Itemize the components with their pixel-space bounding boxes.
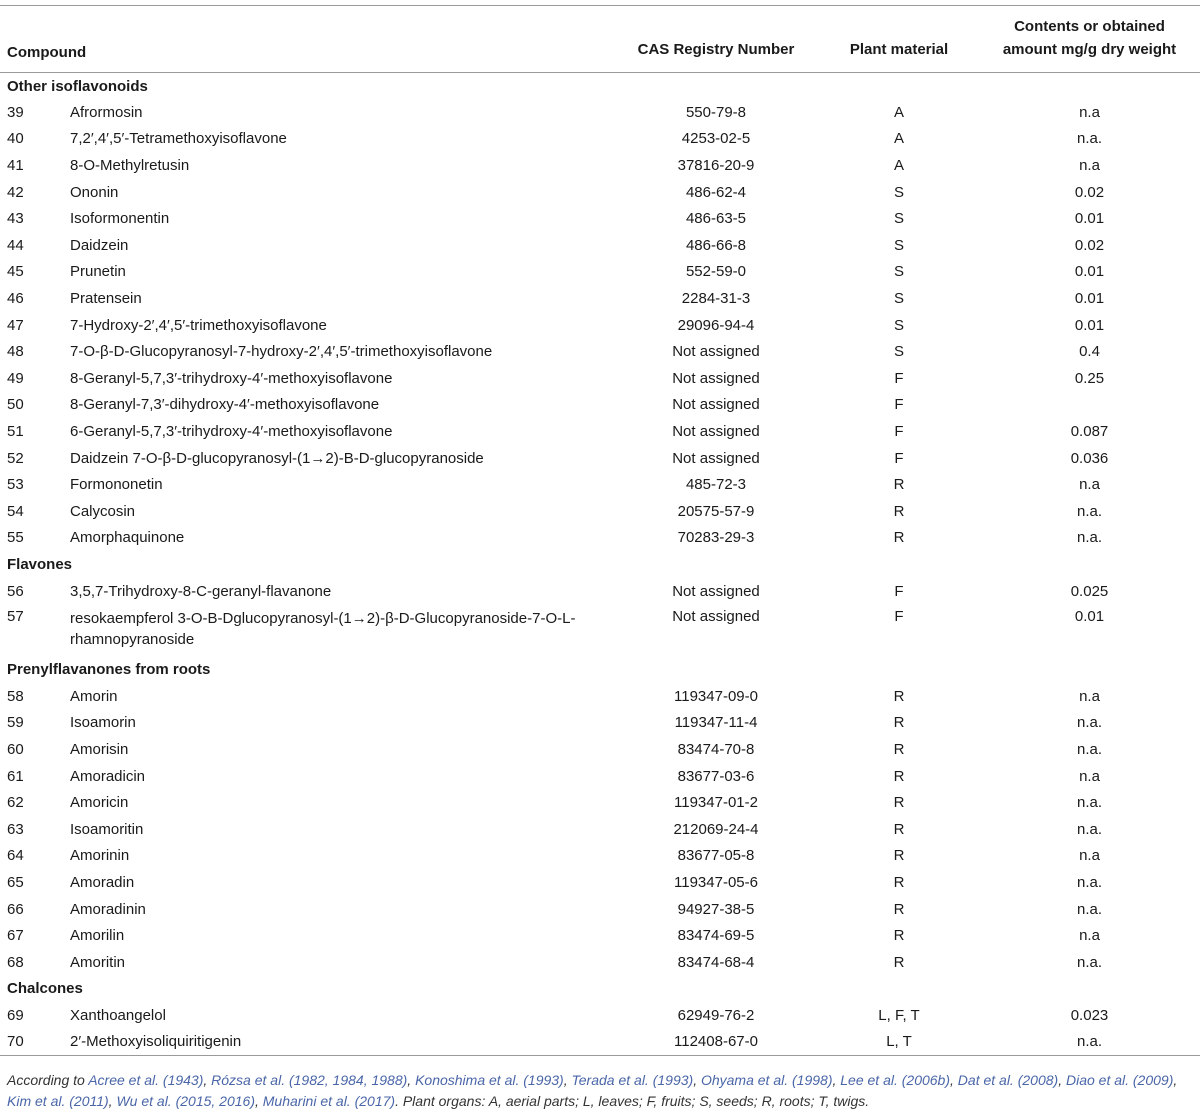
amount-value: n.a. (1076, 502, 1103, 520)
amount-value: n.a. (1076, 740, 1103, 758)
compound-name: 7-O-β-D-Glucopyranosyl-7-hydroxy-2′,4′,5′-trimethoxyisoflavone (70, 343, 493, 361)
row-number: 64 (7, 847, 24, 865)
cas-number: 20575-57-9 (677, 502, 755, 520)
cas-number: Not assigned (672, 396, 760, 414)
plant-material: S (893, 183, 904, 201)
compound-name: Xanthoangelol (70, 1006, 166, 1024)
plant-material: R (893, 847, 905, 865)
amount-value: n.a. (979, 1029, 1200, 1056)
cas-number: Not assigned (672, 582, 760, 600)
header-compound: Compound (0, 6, 613, 73)
plant-material: R (893, 873, 905, 891)
compound-name: 8-Geranyl-5,7,3′-trihydroxy-4′-methoxyisoflavone (70, 369, 393, 387)
cas-number: 119347-01-2 (674, 794, 758, 812)
footnote-lead: According to (7, 1072, 89, 1088)
plant-material: S (893, 290, 904, 308)
row-number: 48 (7, 343, 24, 361)
plant-material: R (893, 927, 905, 945)
cas-number: 485-72-3 (685, 476, 747, 494)
compound-name: Ononin (70, 183, 119, 201)
table-row (0, 869, 1200, 896)
cas-number: 212069-24-4 (673, 820, 759, 838)
compound-name: 7-Hydroxy-2′,4′,5′-trimethoxyisoflavone (70, 316, 327, 334)
row-number: 49 (7, 369, 24, 387)
header-amount-line1: Contents or obtained (1014, 18, 1165, 35)
amount-value: 0.01 (1074, 316, 1105, 334)
row-number: 70 (0, 1029, 62, 1056)
amount-value: 0.01 (1074, 290, 1105, 308)
amount-value: n.a (1079, 687, 1100, 705)
table-row (0, 126, 1200, 153)
cas-number: 83474-69-5 (677, 927, 755, 945)
compound-name: Formononetin (70, 476, 163, 494)
row-number: 52 (7, 449, 24, 467)
row-number: 54 (7, 502, 24, 520)
table-row (0, 99, 1200, 126)
cas-number: 486-63-5 (685, 210, 747, 228)
compound-name: Daidzein 7-O-β-D-glucopyranosyl-(1→2)-B-D-glucopyranoside (70, 449, 484, 467)
compound-name: 3,5,7-Trihydroxy-8-C-geranyl-flavanone (70, 582, 332, 600)
amount-value: n.a. (1076, 529, 1103, 547)
header-amount (979, 6, 1200, 73)
cas-number: 119347-05-6 (674, 873, 758, 891)
cas-number: 83677-05-8 (677, 847, 755, 865)
plant-material: A (893, 157, 904, 175)
plant-material: S (893, 343, 904, 361)
header-amount-line2: amount mg/g dry weight (1002, 41, 1177, 58)
row-number: 51 (7, 423, 24, 441)
table-row (0, 736, 1200, 763)
row-number: 47 (7, 316, 24, 334)
plant-material: R (893, 740, 905, 758)
amount-value: n.a. (1076, 794, 1103, 812)
row-number: 63 (7, 820, 24, 838)
plant-material: S (893, 236, 904, 254)
table-row (0, 816, 1200, 843)
plant-material: R (893, 900, 905, 918)
amount-value: 0.25 (1074, 369, 1105, 387)
table-row (0, 683, 1200, 710)
compound-name: Amorilin (70, 927, 125, 945)
compound-name: Pratensein (70, 290, 142, 308)
footnote-reference-link[interactable]: Kim et al. (2011) (7, 1093, 109, 1109)
table-row (0, 418, 1200, 445)
section-title: Flavones (7, 555, 73, 573)
row-number: 43 (7, 210, 24, 228)
plant-material: R (893, 794, 905, 812)
row-number: 39 (7, 103, 24, 121)
section-title: Other isoflavonoids (7, 77, 148, 95)
amount-value: n.a (1079, 103, 1100, 121)
plant-material: R (893, 529, 905, 547)
cas-number: 83474-70-8 (677, 740, 755, 758)
cas-number: 486-62-4 (685, 183, 747, 201)
compound-name: 6-Geranyl-5,7,3′-trihydroxy-4′-methoxyisoflavone (70, 423, 393, 441)
plant-material: R (893, 953, 905, 971)
amount-value: 0.02 (1074, 236, 1105, 254)
cas-number: 486-66-8 (685, 236, 747, 254)
compound-name: Amorphaquinone (70, 529, 185, 547)
row-number: 62 (7, 794, 24, 812)
plant-material: F (894, 449, 904, 467)
table-row (0, 604, 1200, 656)
compound-name: 8-O-Methylretusin (70, 157, 190, 175)
plant-material: R (893, 820, 905, 838)
plant-material: R (893, 502, 905, 520)
row-number: 41 (7, 157, 24, 175)
footnote-tail: . Plant organs: A, aerial parts; L, leaves; F, fruits; S, seeds; R, roots; T, twigs. (395, 1093, 870, 1109)
compound-name: Daidzein (70, 236, 129, 254)
cas-number: Not assigned (672, 449, 760, 467)
plant-material: S (893, 316, 904, 334)
amount-value: 0.01 (1074, 263, 1105, 281)
table-row (0, 205, 1200, 232)
table-row (0, 578, 1200, 605)
section-title: Prenylflavanones from roots (7, 661, 211, 679)
table-header (0, 6, 1200, 73)
amount-value: n.a. (1076, 953, 1103, 971)
compound-name: 8-Geranyl-7,3′-dihydroxy-4′-methoxyisoflavone (70, 396, 380, 414)
cas-number: Not assigned (672, 369, 760, 387)
cas-number: 550-79-8 (685, 103, 747, 121)
cas-number: 119347-11-4 (674, 714, 758, 732)
footnote-reference-link[interactable]: Konoshima et al. (1993) (415, 1072, 564, 1088)
cas-number: 552-59-0 (685, 263, 747, 281)
cas-number: 83677-03-6 (677, 767, 755, 785)
amount-value: n.a (1079, 927, 1100, 945)
row-number: 56 (7, 582, 24, 600)
table-row (0, 259, 1200, 286)
footnote-reference-link[interactable]: Wu et al. (2015, 2016) (116, 1093, 255, 1109)
row-number: 44 (7, 236, 24, 254)
row-number: 42 (7, 183, 24, 201)
amount-value: n.a. (1076, 130, 1103, 148)
table-row (0, 179, 1200, 206)
table-row (0, 365, 1200, 392)
compound-name: Afrormosin (70, 103, 143, 121)
amount-value: 0.01 (1074, 210, 1105, 228)
footnote-reference-link[interactable]: Lee et al. (2006b) (840, 1072, 951, 1088)
plant-material: F (894, 396, 904, 414)
row-number: 45 (7, 263, 24, 281)
row-number: 57 (7, 608, 24, 626)
cas-number: 112408-67-0 (613, 1029, 819, 1056)
amount-value (979, 392, 1200, 419)
table-row (0, 1002, 1200, 1029)
plant-material: R (893, 767, 905, 785)
row-number: 66 (7, 900, 24, 918)
footnote-reference-link[interactable]: Terada et al. (1993) (571, 1072, 694, 1088)
table-row (0, 843, 1200, 870)
compound-name: Calycosin (70, 502, 136, 520)
compound-name: 7,2′,4′,5′-Tetramethoxyisoflavone (70, 130, 287, 148)
table-row (0, 525, 1200, 552)
footnote-reference-link[interactable]: Rózsa et al. (1982, 1984, 1988) (211, 1072, 408, 1088)
compound-name: resokaempferol 3-O-B-Dglucopyranosyl-(1→2)-β-D-Glucopyranoside-7-O-L-rhamnopyranoside (70, 610, 576, 649)
cas-number: Not assigned (672, 608, 760, 626)
row-number: 59 (7, 714, 24, 732)
table-row (0, 471, 1200, 498)
compound-name: 2′-Methoxyisoliquiritigenin (62, 1029, 613, 1056)
plant-material: R (893, 714, 905, 732)
section-header-row (0, 551, 1200, 578)
plant-material: A (893, 130, 904, 148)
amount-value: n.a. (1076, 873, 1103, 891)
plant-material: R (893, 476, 905, 494)
amount-value: n.a. (1076, 900, 1103, 918)
row-number: 46 (7, 290, 24, 308)
compound-name: Amorinin (70, 847, 130, 865)
amount-value: 0.01 (1074, 608, 1105, 626)
section-header-row (0, 656, 1200, 683)
cas-number: 29096-94-4 (677, 316, 755, 334)
section-header-row (0, 976, 1200, 1003)
compound-name: Amoradinin (70, 900, 146, 918)
amount-value: n.a (1079, 157, 1100, 175)
plant-material: F (894, 369, 904, 387)
footnote-reference-link[interactable]: Acree et al. (1943) (88, 1072, 204, 1088)
row-number: 61 (7, 767, 24, 785)
amount-value: n.a (1079, 476, 1100, 494)
amount-value: 0.036 (1070, 449, 1109, 467)
cas-number: 119347-09-0 (674, 687, 758, 705)
row-number: 58 (7, 687, 24, 705)
section-header-row (0, 73, 1200, 100)
header-cas: CAS Registry Number (613, 6, 819, 73)
cas-number: 62949-76-2 (677, 1006, 755, 1024)
row-number: 40 (7, 130, 24, 148)
row-number: 50 (7, 396, 24, 414)
table-body (0, 73, 1200, 1056)
cas-number: Not assigned (672, 343, 760, 361)
compound-name: Amorisin (70, 740, 129, 758)
compound-name: Amoradicin (70, 767, 146, 785)
amount-value: 0.023 (1070, 1006, 1109, 1024)
amount-value: n.a. (1076, 714, 1103, 732)
row-number: 65 (7, 873, 24, 891)
table-row (0, 949, 1200, 976)
plant-material: S (893, 263, 904, 281)
row-number: 55 (7, 529, 24, 547)
header-plant-material: Plant material (819, 6, 979, 73)
amount-value: n.a (1079, 847, 1100, 865)
cas-number: 94927-38-5 (677, 900, 755, 918)
row-number: 68 (7, 953, 24, 971)
row-number: 53 (7, 476, 24, 494)
compound-name: Amoritin (70, 953, 126, 971)
amount-value: n.a (1079, 767, 1100, 785)
compound-name: Prunetin (70, 263, 126, 281)
compound-name: Isoamoritin (70, 820, 144, 838)
plant-material: F (894, 582, 904, 600)
table-row (0, 445, 1200, 472)
plant-material: A (893, 103, 904, 121)
section-title: Chalcones (7, 980, 83, 998)
footnote-reference-link[interactable]: Ohyama et al. (1998) (700, 1072, 833, 1088)
table-row (0, 392, 1200, 419)
footnote-reference-link[interactable]: Diao et al. (2009) (1065, 1072, 1174, 1088)
cas-number: 83474-68-4 (677, 953, 755, 971)
footnote-references: Acree et al. (1943), Rózsa et al. (1982, 1984, 1988), Konoshima et al. (1993), Terada et al. (1993), Ohyama et al. (1998), Lee et al. (2006b), Dat et al. (2008), Diao et al. (2009), Kim et al. (2011), Wu et al. (2015, 2016), Muharini et al. (2017) (7, 1072, 1178, 1109)
table-row (0, 789, 1200, 816)
table-row (0, 763, 1200, 790)
plant-material: L, T (819, 1029, 979, 1056)
table-footnote (7, 1070, 1197, 1112)
row-number: 60 (7, 740, 24, 758)
compound-name: Isoformonentin (70, 210, 170, 228)
table-row (0, 312, 1200, 339)
cas-number: 4253-02-5 (681, 130, 751, 148)
table-row (0, 338, 1200, 365)
amount-value: n.a. (1076, 820, 1103, 838)
amount-value: 0.02 (1074, 183, 1105, 201)
table-row (0, 710, 1200, 737)
compound-name: Amorin (70, 687, 118, 705)
plant-material: S (893, 210, 904, 228)
amount-value: 0.4 (1079, 343, 1100, 361)
row-number: 69 (7, 1006, 24, 1024)
footnote-reference-link[interactable]: Muharini et al. (2017) (262, 1093, 396, 1109)
table-row (0, 232, 1200, 259)
row-number: 67 (7, 927, 24, 945)
cas-number: Not assigned (672, 423, 760, 441)
compound-table (0, 5, 1200, 1056)
amount-value: 0.025 (1070, 582, 1109, 600)
compound-name: Amoradin (70, 873, 135, 891)
table-row (0, 285, 1200, 312)
cas-number: 37816-20-9 (677, 157, 755, 175)
table-row (0, 922, 1200, 949)
compound-name: Isoamorin (70, 714, 136, 732)
plant-material: R (893, 687, 905, 705)
amount-value: 0.087 (1070, 423, 1109, 441)
table-row (0, 896, 1200, 923)
footnote-reference-link[interactable]: Dat et al. (2008) (957, 1072, 1059, 1088)
table-row (0, 152, 1200, 179)
plant-material: L, F, T (878, 1006, 920, 1024)
cas-number: 2284-31-3 (681, 290, 751, 308)
compound-name: Amoricin (70, 794, 129, 812)
plant-material: F (894, 608, 904, 626)
table-row (0, 498, 1200, 525)
cas-number: 70283-29-3 (677, 529, 755, 547)
table-row (0, 1029, 1200, 1056)
plant-material: F (894, 423, 904, 441)
